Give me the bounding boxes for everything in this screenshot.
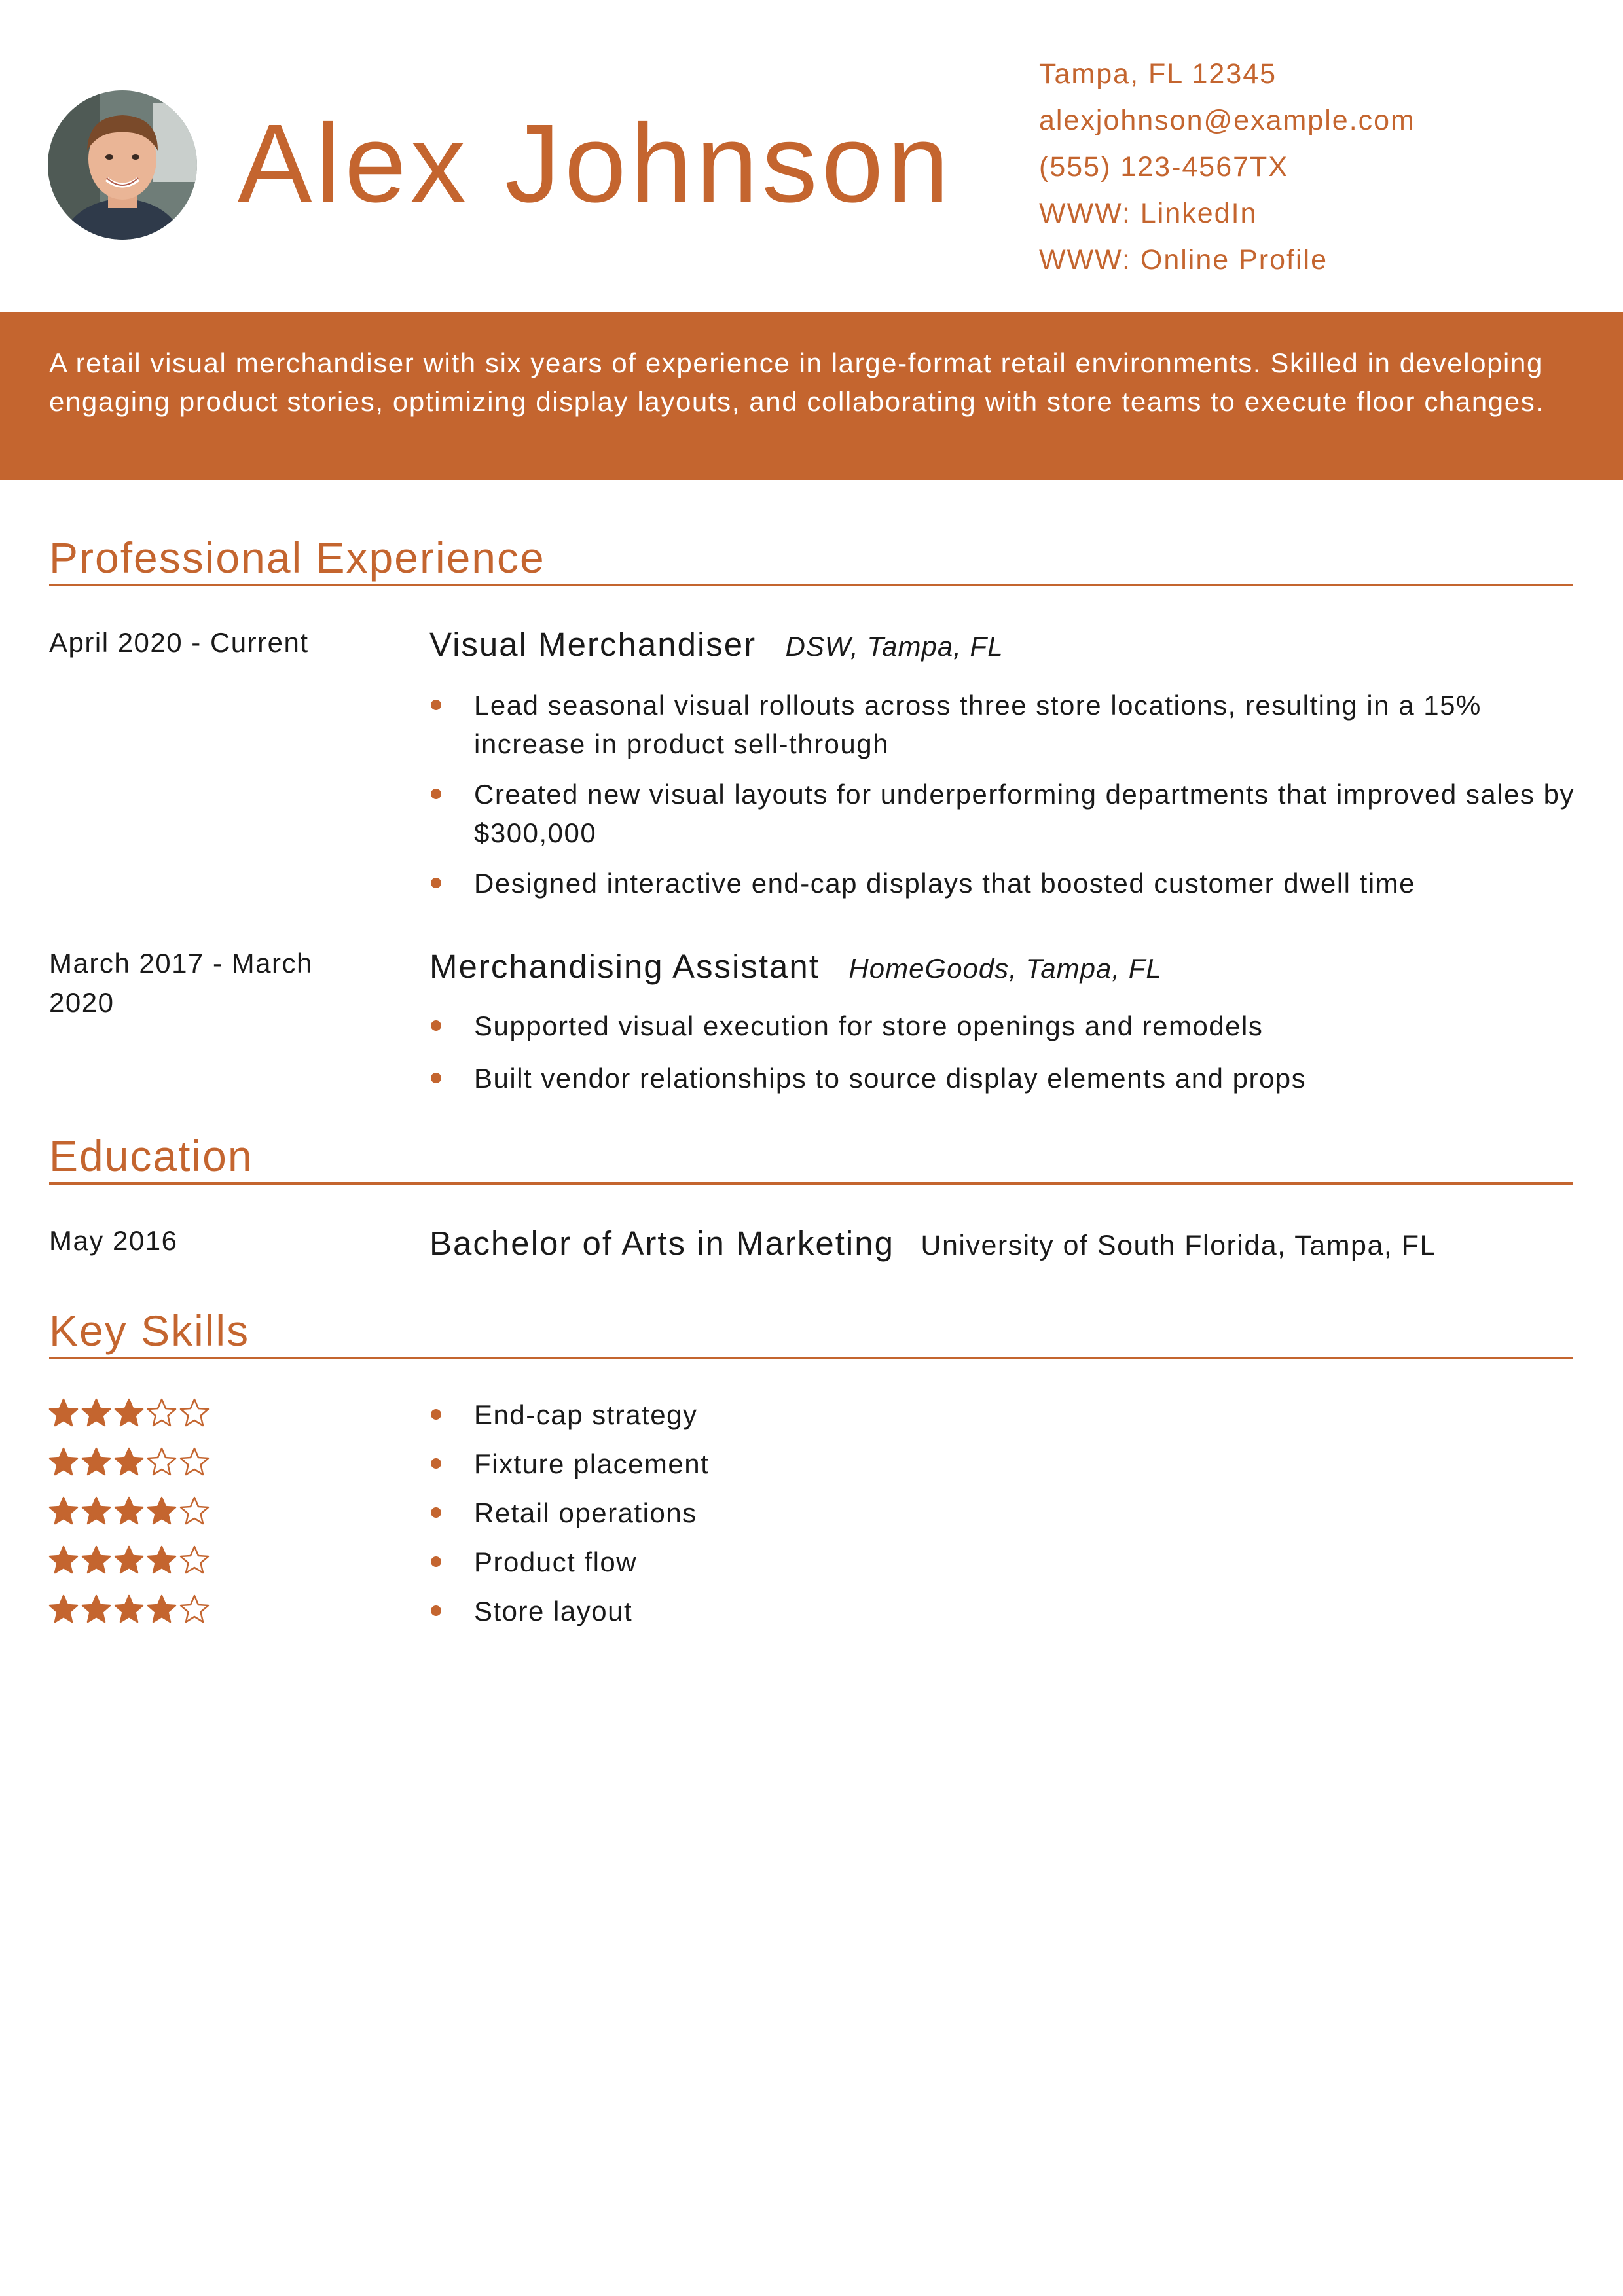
job-2-company: HomeGoods, Tampa, FL (848, 953, 1162, 984)
contact-email[interactable]: alexjohnson@example.com (1039, 105, 1415, 136)
list-item: Lead seasonal visual rollouts across three store locations, resulting in a 15% increase in product sell-through (429, 686, 1582, 763)
star-filled-icon (48, 1397, 79, 1429)
skill-rating-3 (48, 1496, 210, 1527)
job-2-header (429, 947, 1162, 986)
list-item: Retail operations (429, 1494, 1582, 1532)
bullet-dot (431, 1020, 441, 1031)
list-item: Supported visual execution for store openings and remodels (429, 1007, 1582, 1045)
list-item: End-cap strategy (429, 1395, 1582, 1434)
contact-linkedin[interactable]: WWW: LinkedIn (1039, 198, 1258, 229)
experience-divider (49, 584, 1573, 586)
bullet-dot (431, 1507, 441, 1518)
star-empty-icon (146, 1446, 177, 1478)
bullet-dot (431, 1458, 441, 1469)
list-item: Designed interactive end-cap displays that boosted customer dwell time (429, 864, 1582, 903)
star-filled-icon (113, 1594, 145, 1625)
job-1-bullets (429, 686, 1582, 903)
star-empty-icon (179, 1397, 210, 1429)
star-filled-icon (146, 1545, 177, 1576)
star-filled-icon (113, 1446, 145, 1478)
bullet-dot (431, 1409, 441, 1420)
education-degree: Bachelor of Arts in Marketing (429, 1225, 894, 1262)
star-filled-icon (81, 1397, 112, 1429)
job-1-company: DSW, Tampa, FL (785, 631, 1004, 662)
contact-phone[interactable]: (555) 123-4567TX (1039, 151, 1288, 183)
star-filled-icon (113, 1545, 145, 1576)
star-filled-icon (146, 1496, 177, 1527)
skills-heading: Key Skills (49, 1306, 250, 1355)
education-heading: Education (49, 1132, 253, 1180)
list-item: Built vendor relationships to source display elements and props (429, 1059, 1582, 1098)
bullet-dot (431, 1556, 441, 1567)
star-filled-icon (48, 1496, 79, 1527)
job-1-title: Visual Merchandiser (429, 626, 757, 663)
education-divider (49, 1182, 1573, 1185)
star-filled-icon (81, 1545, 112, 1576)
profile-photo (48, 90, 197, 240)
skill-rating-4 (48, 1545, 210, 1576)
job-2-bullets (429, 1007, 1582, 1098)
skill-rating-1 (48, 1397, 210, 1429)
bullet-dot (431, 789, 441, 799)
list-item: Created new visual layouts for underperforming departments that improved sales by $300,000 (429, 775, 1582, 852)
star-filled-icon (48, 1545, 79, 1576)
star-filled-icon (48, 1446, 79, 1478)
star-filled-icon (48, 1594, 79, 1625)
education-date: May 2016 (49, 1225, 178, 1256)
job-2-title: Merchandising Assistant (429, 948, 820, 985)
skill-rating-5 (48, 1594, 210, 1625)
bullet-dot (431, 700, 441, 710)
star-filled-icon (113, 1397, 145, 1429)
skills-list (429, 1395, 1582, 1630)
summary-band (0, 312, 1623, 480)
star-empty-icon (179, 1496, 210, 1527)
bullet-dot (431, 1073, 441, 1083)
experience-heading: Professional Experience (49, 533, 545, 582)
education-header (429, 1224, 1436, 1263)
star-filled-icon (81, 1496, 112, 1527)
star-filled-icon (81, 1446, 112, 1478)
bullet-dot (431, 878, 441, 888)
list-item: Store layout (429, 1592, 1582, 1630)
job-2-dates: March 2017 - March 2020 (49, 948, 313, 1018)
list-item: Fixture placement (429, 1444, 1582, 1483)
star-filled-icon (81, 1594, 112, 1625)
candidate-name: Alex Johnson (238, 101, 953, 226)
summary-text: A retail visual merchandiser with six years of experience in large-format retail environments. Skilled in developing engaging product stories, optimizing display layouts, and collaborating with store teams to execute floor changes. (49, 348, 1544, 417)
star-filled-icon (146, 1594, 177, 1625)
contact-info (1039, 51, 1415, 283)
star-empty-icon (179, 1594, 210, 1625)
bullet-dot (431, 1605, 441, 1616)
education-school: University of South Florida, Tampa, FL (921, 1230, 1436, 1261)
star-filled-icon (113, 1496, 145, 1527)
contact-online-profile[interactable]: WWW: Online Profile (1039, 244, 1328, 276)
skill-rating-2 (48, 1446, 210, 1478)
list-item: Product flow (429, 1543, 1582, 1581)
job-1-header (429, 625, 1004, 664)
avatar-portrait (48, 90, 197, 240)
skills-divider (49, 1357, 1573, 1359)
job-1-dates: April 2020 - Current (49, 627, 309, 658)
contact-location: Tampa, FL 12345 (1039, 58, 1277, 90)
star-empty-icon (179, 1545, 210, 1576)
star-empty-icon (146, 1397, 177, 1429)
star-empty-icon (179, 1446, 210, 1478)
